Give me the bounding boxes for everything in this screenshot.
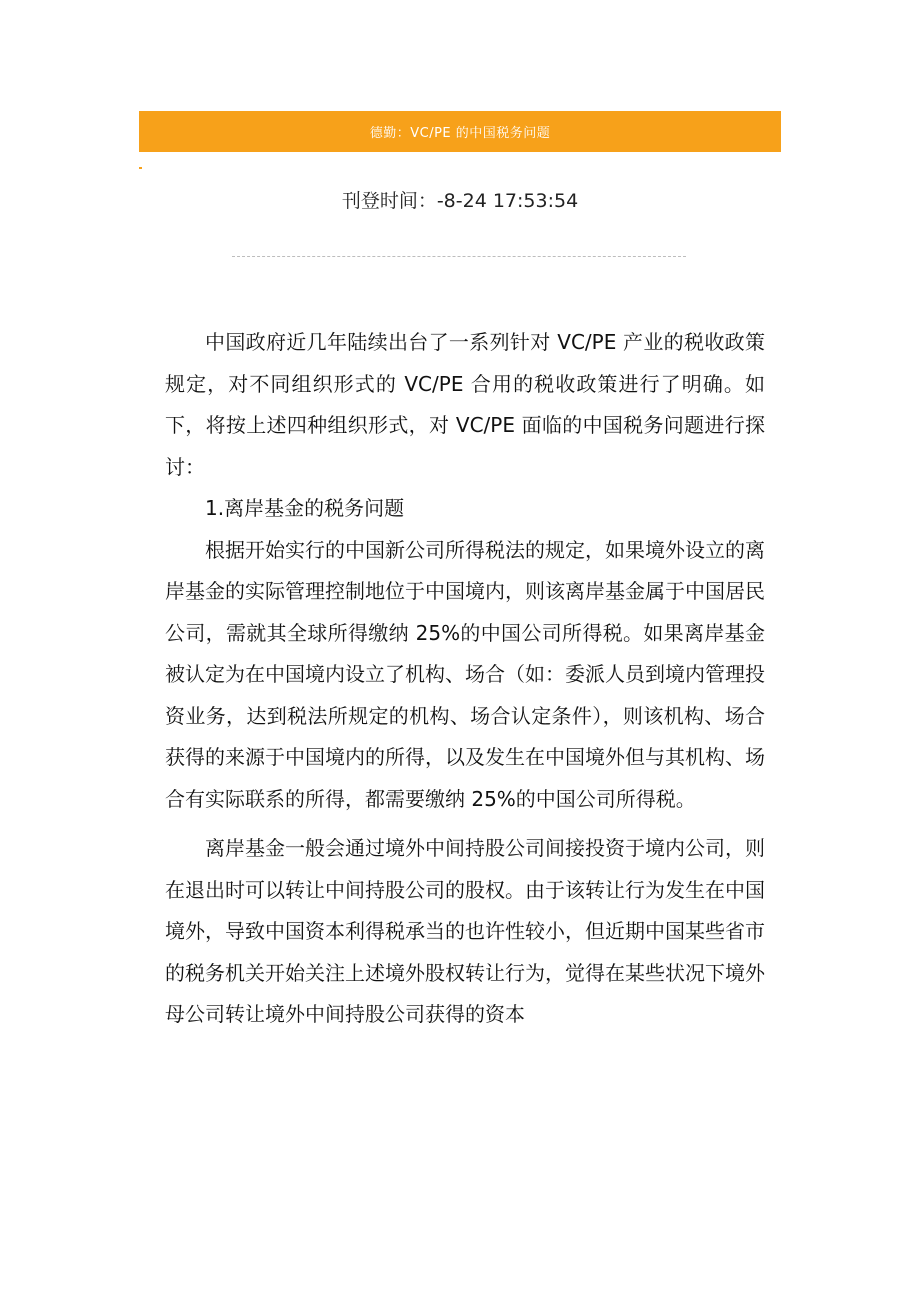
title-banner <box>139 111 781 152</box>
article-body <box>165 322 765 1036</box>
paragraph-offshore-fund-tax: 根据开始实行的中国新公司所得税法的规定，如果境外设立的离岸基金的实际管理控制地位于中国境内，则该离岸基金属于中国居民公司，需就其全球所得缴纳 25%的中国公司所得税。如果离岸基金被认定为在中国境内设立了机构、场合（如：委派人员到境内管理投资业务，达到税法所规定的机构、场合认定条件），则该机构、场合获得的来源于中国境内的所得，以及发生在中国境外但与其机构、场合有实际联系的所得，都需要缴纳 25%的中国公司所得税。 <box>165 537 765 811</box>
banner-title: 德勤：VC/PE 的中国税务问题 <box>369 126 551 141</box>
section-heading: 1.离岸基金的税务问题 <box>205 496 405 520</box>
paragraph-intro: 中国政府近几年陆续出台了一系列针对 VC/PE 产业的税收政策规定，对不同组织形式的 VC/PE 合用的税收政策进行了明确。如下，将按上述四种组织形式，对 VC/PE 面临的中国税务问题进行探讨： <box>165 330 765 479</box>
publish-time: 刊登时间：-8-24 17:53:54 <box>341 190 579 212</box>
decorative-mark <box>139 167 142 169</box>
dashed-divider <box>232 256 686 257</box>
paragraph-indirect-transfer: 离岸基金一般会通过境外中间持股公司间接投资于境内公司，则在退出时可以转让中间持股公司的股权。由于该转让行为发生在中国境外，导致中国资本利得税承当的也许性较小，但近期中国某些省市的税务机关开始关注上述境外股权转让行为，觉得在某些状况下境外母公司转让境外中间持股公司获得的资本 <box>165 836 765 1026</box>
